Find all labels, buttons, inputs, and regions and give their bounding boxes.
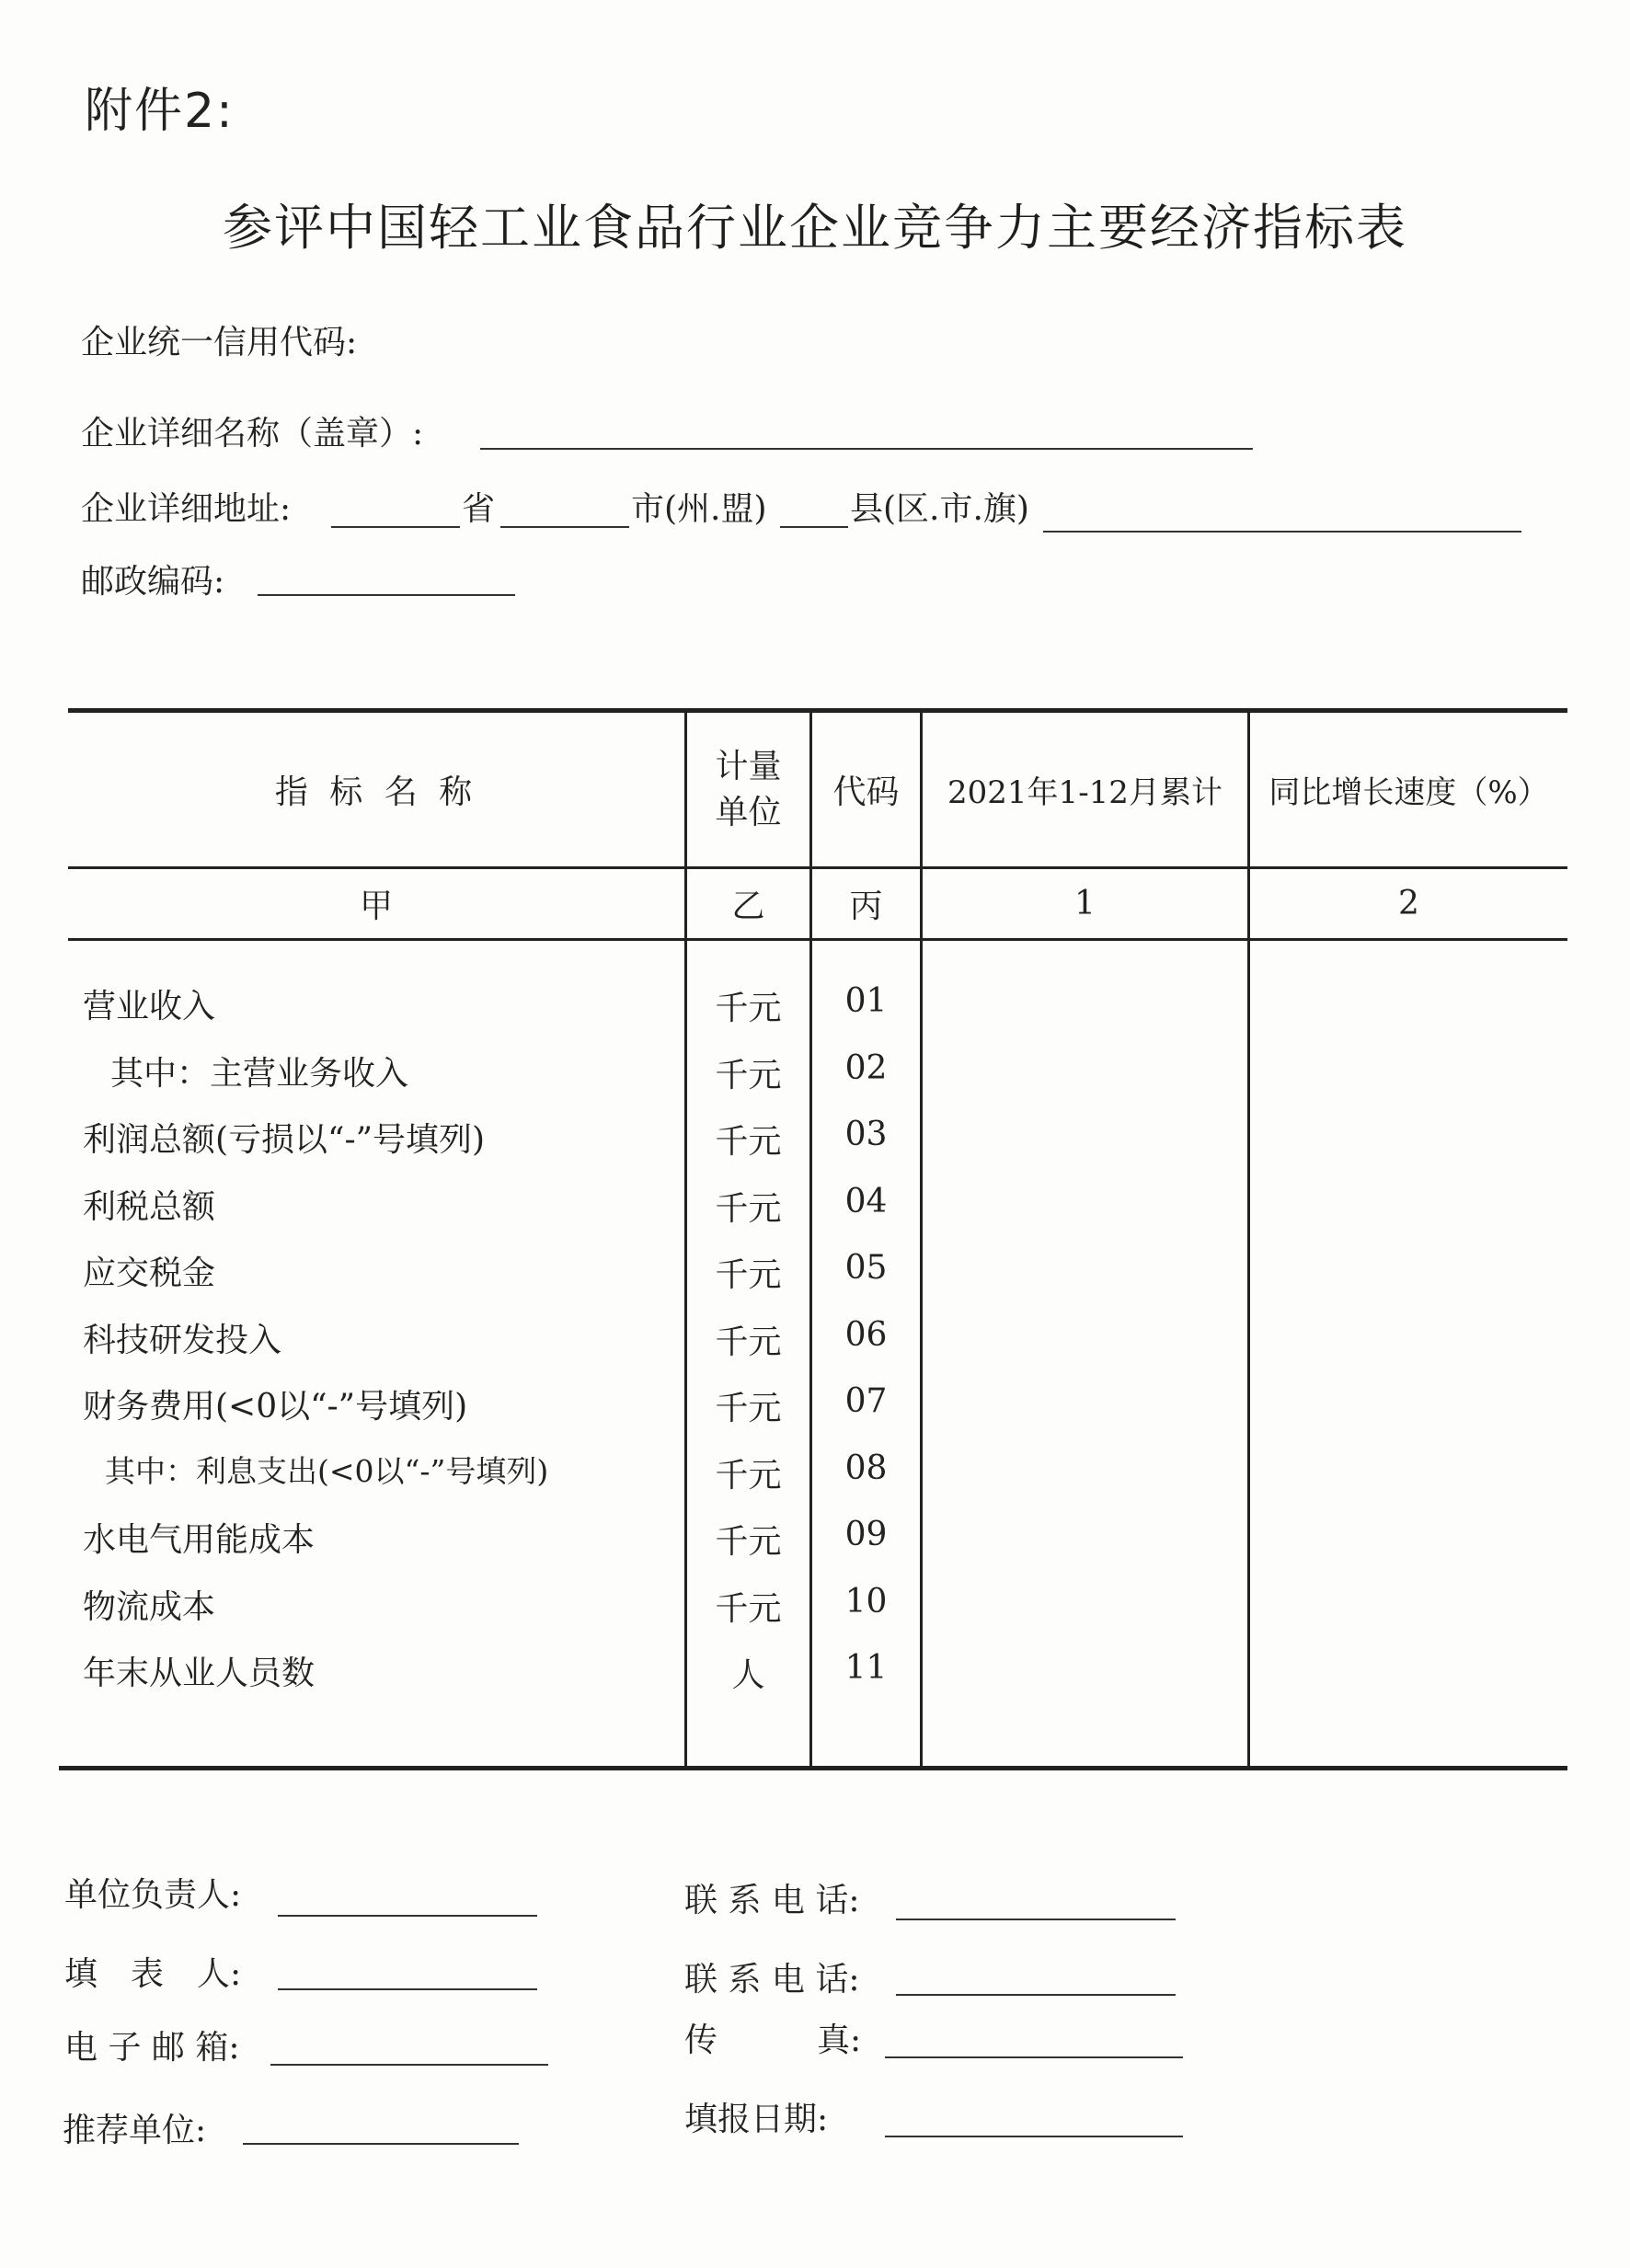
responsible-input[interactable] [278, 1885, 537, 1917]
row-unit: 千元 [715, 1189, 782, 1228]
row-value-input[interactable] [923, 1510, 1247, 1565]
address-label: 企业详细地址: [81, 490, 292, 528]
row-value-input[interactable] [923, 1110, 1247, 1165]
company-name-input[interactable] [480, 418, 1253, 450]
date-input[interactable] [885, 2106, 1183, 2137]
row-growth-input[interactable] [1250, 977, 1567, 1032]
row-name: 利税总额 [83, 1187, 216, 1226]
row-code: 09 [844, 1516, 888, 1553]
row-code: 11 [844, 1649, 888, 1687]
responsible-label: 单位负责人: [64, 1876, 242, 1914]
row-name: 其中：主营业务收入 [110, 1054, 409, 1093]
recommender-label: 推荐单位: [63, 2112, 207, 2149]
header-value: 2021年1-12月累计 [947, 774, 1222, 811]
row-value-input[interactable] [923, 1644, 1247, 1699]
subheader-growth: 2 [1398, 885, 1419, 922]
row-unit: 千元 [715, 1323, 782, 1361]
row-name: 应交税金 [83, 1254, 216, 1292]
subheader-code: 丙 [849, 888, 883, 925]
recommender-input[interactable] [243, 2113, 519, 2145]
row-value-input[interactable] [923, 1177, 1247, 1232]
row-code: 06 [844, 1315, 888, 1354]
row-code: 02 [844, 1048, 888, 1087]
postcode-input[interactable] [258, 565, 515, 596]
row-growth-input[interactable] [1250, 1510, 1567, 1565]
header-growth: 同比增长速度（%） [1268, 774, 1549, 811]
row-code: 10 [844, 1582, 888, 1621]
row-name: 科技研发投入 [83, 1321, 282, 1359]
row-code: 03 [844, 1116, 888, 1153]
address-city-label: 市(州.盟) [631, 490, 767, 528]
row-growth-input[interactable] [1250, 1577, 1567, 1632]
row-growth-input[interactable] [1250, 1311, 1567, 1366]
credit-code-label: 企业统一信用代码: [81, 324, 358, 361]
filler-label: 填 表 人: [64, 1955, 242, 1993]
row-code: 05 [844, 1249, 888, 1287]
subheader-unit: 乙 [731, 888, 765, 925]
row-value-input[interactable] [923, 1377, 1247, 1432]
row-unit: 千元 [715, 1256, 782, 1294]
row-unit: 千元 [715, 1456, 782, 1495]
row-unit: 千元 [715, 990, 782, 1027]
row-name: 利润总额(亏损以“-”号填列) [83, 1121, 486, 1159]
row-unit: 千元 [715, 1123, 782, 1161]
row-unit: 千元 [715, 1390, 782, 1427]
row-growth-input[interactable] [1250, 1644, 1567, 1699]
row-name: 营业收入 [83, 988, 216, 1025]
indicator-table [68, 708, 1567, 1777]
fax-label: 传 真: [684, 2022, 862, 2059]
address-province-input[interactable] [331, 497, 460, 528]
subheader-divider [68, 938, 1567, 941]
phone1-label: 联 系 电 话: [684, 1882, 860, 1919]
row-value-input[interactable] [923, 1044, 1247, 1099]
subheader-name: 甲 [359, 888, 393, 925]
row-code: 04 [844, 1182, 888, 1220]
postcode-label: 邮政编码: [81, 563, 225, 601]
row-unit: 千元 [715, 1056, 782, 1094]
row-unit: 千元 [715, 1523, 782, 1561]
address-city-input[interactable] [500, 497, 629, 528]
row-name: 物流成本 [83, 1587, 216, 1626]
fax-input[interactable] [885, 2027, 1183, 2058]
address-street-input[interactable] [1043, 501, 1521, 533]
row-name: 财务费用(<0以“-”号填列) [83, 1388, 468, 1426]
email-label: 电 子 邮 箱: [64, 2029, 240, 2067]
table-bottom-border [59, 1766, 1567, 1770]
row-name: 其中：利息支出(<0以“-”号填列) [105, 1452, 549, 1489]
address-province-label: 省 [462, 490, 496, 528]
row-unit: 人 [731, 1656, 765, 1694]
phone1-input[interactable] [896, 1889, 1176, 1920]
row-growth-input[interactable] [1250, 1044, 1567, 1099]
row-growth-input[interactable] [1250, 1444, 1567, 1499]
row-name: 水电气用能成本 [83, 1521, 316, 1559]
row-growth-input[interactable] [1250, 1377, 1567, 1432]
row-growth-input[interactable] [1250, 1110, 1567, 1165]
row-code: 07 [844, 1382, 888, 1420]
address-county-label: 县(区.市.旗) [850, 490, 1029, 528]
header-code: 代码 [832, 773, 900, 811]
header-unit: 计量 单位 [715, 747, 782, 831]
row-value-input[interactable] [923, 1243, 1247, 1299]
row-value-input[interactable] [923, 1577, 1247, 1632]
address-county-input[interactable] [780, 497, 848, 528]
row-code: 08 [844, 1449, 888, 1487]
row-value-input[interactable] [923, 1444, 1247, 1499]
row-growth-input[interactable] [1250, 1243, 1567, 1299]
row-value-input[interactable] [923, 1311, 1247, 1366]
subheader-value: 1 [1074, 885, 1096, 922]
row-value-input[interactable] [923, 977, 1247, 1032]
phone2-input[interactable] [896, 1964, 1176, 1996]
page-title: 参评中国轻工业食品行业企业竞争力主要经济指标表 [223, 199, 1407, 257]
row-code: 01 [844, 982, 888, 1020]
row-growth-input[interactable] [1250, 1177, 1567, 1232]
row-unit: 千元 [715, 1589, 782, 1628]
phone2-label: 联 系 电 话: [684, 1961, 860, 1999]
row-name: 年末从业人员数 [83, 1655, 316, 1692]
date-label: 填报日期: [684, 2101, 829, 2138]
email-input[interactable] [270, 2034, 548, 2066]
company-name-label: 企业详细名称（盖章）: [81, 415, 424, 452]
filler-input[interactable] [278, 1959, 537, 1990]
attachment-label: 附件2: [85, 84, 235, 139]
header-name: 指 标 名 称 [274, 773, 478, 811]
